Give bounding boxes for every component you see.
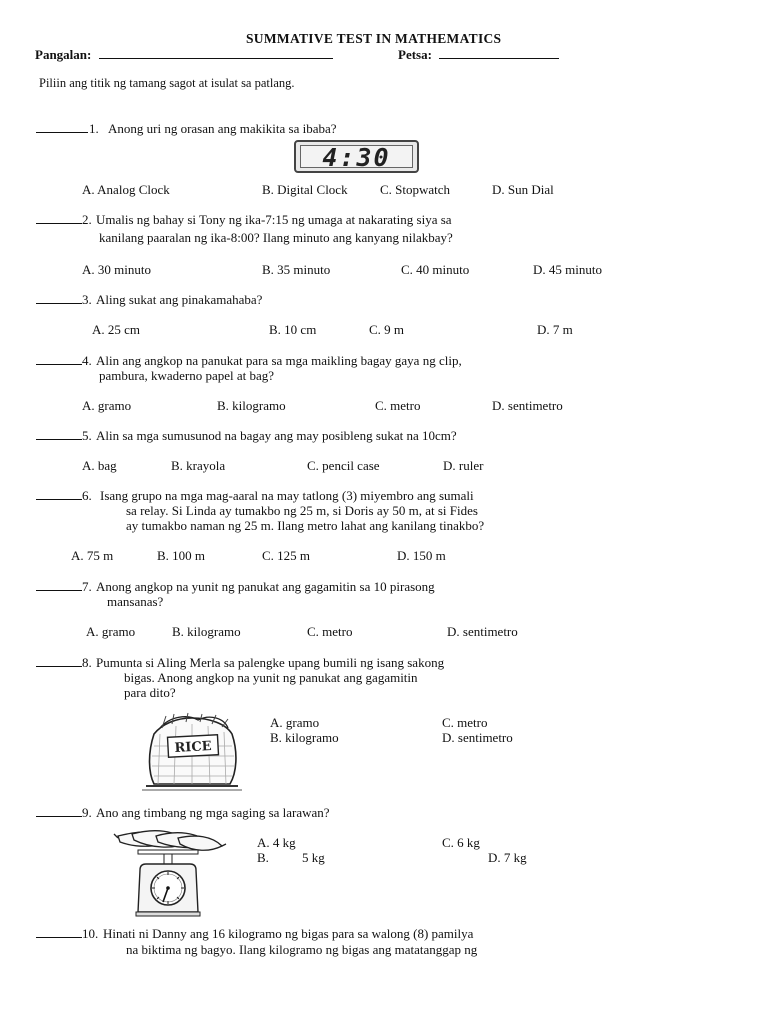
question-text-10b: na biktima ng bagyo. Ilang kilogramo ng bigas ang matatanggap ng — [126, 942, 478, 957]
date-field[interactable] — [398, 47, 559, 62]
answer-blank-6[interactable] — [36, 488, 82, 500]
question-text-8b: bigas. Anong angkop na yunit ng panukat ang gagamitin — [124, 670, 418, 685]
question-text-2a: Umalis ng bahay si Tony ng ika-7:15 ng umaga at nakarating siya sa — [96, 212, 452, 227]
page-title: SUMMATIVE TEST IN MATHEMATICS — [246, 31, 502, 46]
question-text-7a: Anong angkop na yunit ng panukat ang gagamitin sa 10 pirasong — [96, 579, 435, 594]
date-label: Petsa: — [398, 47, 432, 62]
choice-1b: B. Digital Clock — [262, 182, 348, 197]
question-text-1: Anong uri ng orasan ang makikita sa ibaba? — [108, 121, 337, 136]
name-blank[interactable] — [99, 47, 333, 59]
question-text-8c: para dito? — [124, 685, 176, 700]
choice-5a: A. bag — [82, 458, 117, 473]
date-blank[interactable] — [439, 47, 559, 59]
question-number-4: 4. — [82, 353, 92, 368]
question-number-2: 2. — [82, 212, 92, 227]
question-text-3: Aling sukat ang pinakamahaba? — [96, 292, 263, 307]
question-number-9: 9. — [82, 805, 92, 820]
question-text-9: Ano ang timbang ng mga saging sa larawan? — [96, 805, 330, 820]
choice-1d: D. Sun Dial — [492, 182, 554, 197]
choice-5c: C. pencil case — [307, 458, 380, 473]
question-number-7: 7. — [82, 579, 92, 594]
question-number-10: 10. — [82, 926, 99, 941]
question-text-7b: mansanas? — [107, 594, 164, 609]
answer-blank-7[interactable] — [36, 579, 82, 591]
choice-9c: C. 6 kg — [442, 835, 480, 850]
banana-scale-image — [112, 826, 228, 918]
choice-2d: D. 45 minuto — [533, 262, 602, 277]
answer-blank-3[interactable] — [36, 292, 82, 304]
question-text-6c: ay tumakbo naman ng 25 m. Ilang metro lahat ang kanilang tinakbo? — [126, 518, 485, 533]
choice-5d: D. ruler — [443, 458, 484, 473]
choice-9d: D. 7 kg — [488, 850, 527, 865]
choice-2b: B. 35 minuto — [262, 262, 331, 277]
choice-6c: C. 125 m — [262, 548, 311, 563]
answer-blank-1[interactable] — [36, 121, 88, 133]
name-label: Pangalan: — [35, 47, 92, 62]
choice-8d: D. sentimetro — [442, 730, 513, 745]
choice-6a: A. 75 m — [71, 548, 114, 563]
choice-8a: A. gramo — [270, 715, 320, 730]
choice-8c: C. metro — [442, 715, 488, 730]
choice-9b-value: 5 kg — [302, 850, 325, 865]
choice-7b: B. kilogramo — [172, 624, 241, 639]
choice-9b-letter: B. — [257, 850, 269, 865]
name-field[interactable] — [35, 47, 333, 62]
clock-display: 4:30 — [300, 145, 413, 168]
choice-5b: B. krayola — [171, 458, 226, 473]
choice-3d: D. 7 m — [537, 322, 573, 337]
choice-1a: A. Analog Clock — [82, 182, 170, 197]
choice-3b: B. 10 cm — [269, 322, 317, 337]
question-text-8a: Pumunta si Aling Merla sa palengke upang bumili ng isang sakong — [96, 655, 445, 670]
rice-sack-image — [140, 712, 244, 792]
question-number-5: 5. — [82, 428, 92, 443]
choice-6d: D. 150 m — [397, 548, 446, 563]
question-text-4b: pambura, kwaderno papel at bag? — [99, 368, 275, 383]
sack-label: RICE — [174, 739, 213, 756]
question-number-8: 8. — [82, 655, 92, 670]
choice-3c: C. 9 m — [369, 322, 405, 337]
choice-4b: B. kilogramo — [217, 398, 286, 413]
question-number-1: 1. — [89, 121, 99, 136]
question-text-4a: Alin ang angkop na panukat para sa mga maikling bagay gaya ng clip, — [96, 353, 462, 368]
answer-blank-10[interactable] — [36, 926, 82, 938]
answer-blank-8[interactable] — [36, 655, 82, 667]
choice-4c: C. metro — [375, 398, 421, 413]
choice-7c: C. metro — [307, 624, 353, 639]
choice-2c: C. 40 minuto — [401, 262, 470, 277]
question-text-2b: kanilang paaralan ng ika-8:00? Ilang minuto ang kanyang nilakbay? — [99, 230, 453, 245]
choice-1c: C. Stopwatch — [380, 182, 451, 197]
question-number-6: 6. — [82, 488, 92, 503]
choice-4d: D. sentimetro — [492, 398, 563, 413]
question-text-5: Alin sa mga sumusunod na bagay ang may posibleng sukat na 10cm? — [96, 428, 457, 443]
question-text-6b: sa relay. Si Linda ay tumakbo ng 25 m, si Doris ay 50 m, at si Fides — [126, 503, 478, 518]
answer-blank-9[interactable] — [36, 805, 82, 817]
choice-4a: A. gramo — [82, 398, 132, 413]
choice-7a: A. gramo — [86, 624, 136, 639]
choice-8b: B. kilogramo — [270, 730, 339, 745]
choice-2a: A. 30 minuto — [82, 262, 151, 277]
answer-blank-2[interactable] — [36, 212, 82, 224]
digital-clock-image — [294, 140, 419, 173]
choice-7d: D. sentimetro — [447, 624, 518, 639]
answer-blank-5[interactable] — [36, 428, 82, 440]
choice-3a: A. 25 cm — [92, 322, 141, 337]
question-text-10a: Hinati ni Danny ang 16 kilogramo ng bigas para sa walong (8) pamilya — [103, 926, 474, 941]
choice-9a: A. 4 kg — [257, 835, 296, 850]
question-text-6a: Isang grupo na mga mag-aaral na may tatlong (3) miyembro ang sumali — [100, 488, 474, 503]
instructions: Piliin ang titik ng tamang sagot at isulat sa patlang. — [39, 76, 295, 90]
answer-blank-4[interactable] — [36, 353, 82, 365]
question-number-3: 3. — [82, 292, 92, 307]
choice-6b: B. 100 m — [157, 548, 206, 563]
